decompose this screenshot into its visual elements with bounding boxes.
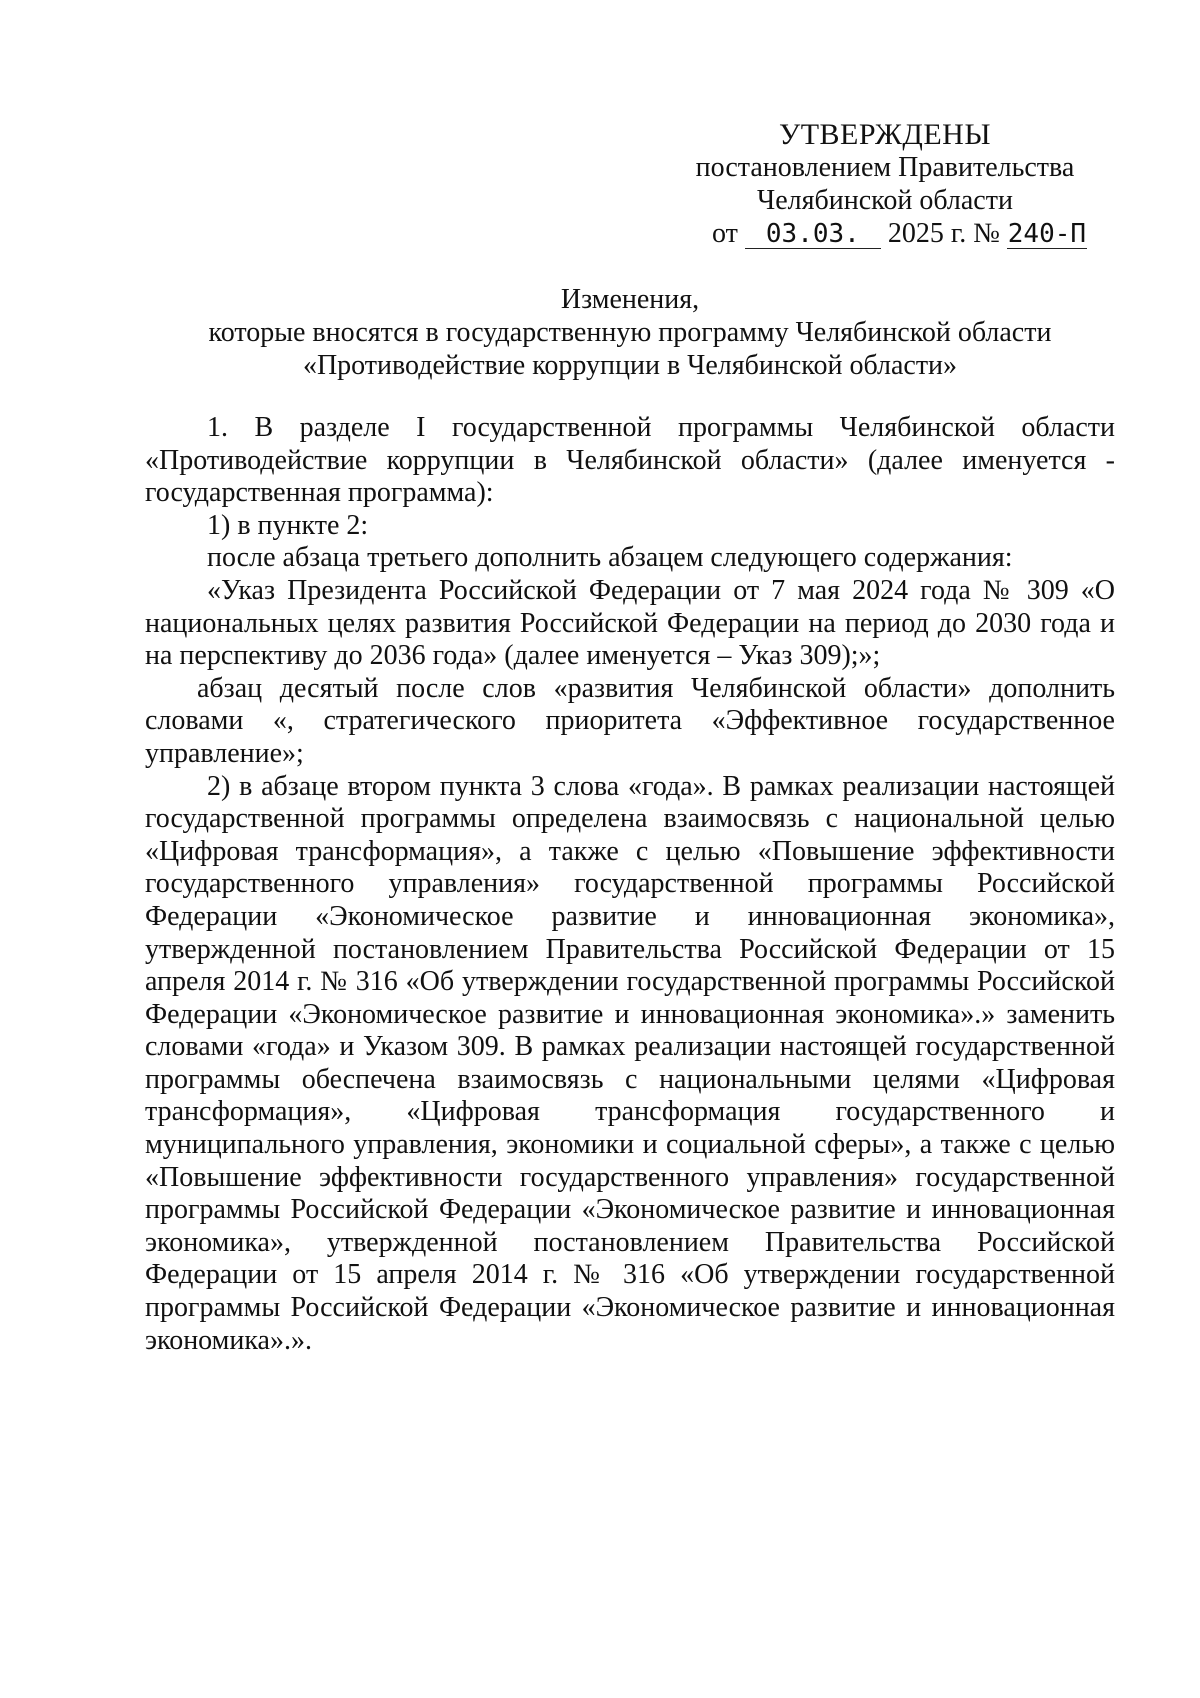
approval-title: УТВЕРЖДЕНЫ <box>778 118 992 151</box>
number-field: 240-П <box>1007 219 1087 249</box>
paragraph-5: абзац десятый после слов «развития Челябинской области» дополнить словами «, стратегического приоритета «Эффективное государственное управление»; <box>145 672 1115 769</box>
heading-line-2: которые вносятся в государственную программу Челябинской области <box>208 317 1052 348</box>
approval-line-1: постановлением Правительства <box>695 152 1075 183</box>
date-field: 03.03. <box>745 220 881 249</box>
year-text: 2025 г. № <box>887 218 1000 249</box>
paragraph-2: 1) в пункте 2: <box>207 509 369 541</box>
paragraph-4: «Указ Президента Российской Федерации от 7 мая 2024 года № 309 «О национальных целях развития Российской Федерации на период до 2030 года и на перспективу до 2036 года» (далее именуется – Указ 309);»; <box>145 574 1115 672</box>
document-body <box>145 412 1115 1357</box>
heading-line-1: Изменения, <box>560 284 700 315</box>
approval-date-line <box>650 217 1120 250</box>
approval-line-2: Челябинской области <box>757 185 1013 216</box>
paragraph-1: 1. В разделе I государственной программы Челябинской области «Противодействие коррупции в Челябинской области» (далее именуется - государственная программа): <box>145 412 1115 509</box>
heading-line-3: «Противодействие коррупции в Челябинской области» <box>302 350 958 381</box>
paragraph-6: 2) в абзаце втором пункта 3 слова «года». В рамках реализации настоящей государственной программы определена взаимосвязь с национальной целью «Цифровая трансформация», а также с целью «Повышение эффективности государственного управления» государственной программы Российской Федерации «Экономическое развитие и инновационная экономика», утвержденной постановлением Правительства Российской Федерации от 15 апреля 2014 г. № 316 «Об утверждении государственной программы Российской Федерации «Экономическое развитие и инновационная экономика».» заменить словами «года» и Указом 309. В рамках реализации настоящей государственной программы обеспечена взаимосвязь с национальными целями «Цифровая трансформация», «Цифровая трансформация государственного и муниципального управления, экономики и социальной сферы», а также с целью «Повышение эффективности государственного управления» государственной программы Российской Федерации «Экономическое развитие и инновационная экономика», утвержденной постановлением Правительства Российской Федерации от 15 апреля 2014 г. № 316 «Об утверждении государственной программы Российской Федерации «Экономическое развитие и инновационная экономика».». <box>145 770 1115 1356</box>
document-heading <box>145 283 1115 382</box>
approval-stamp <box>650 118 1120 250</box>
paragraph-3: после абзаца третьего дополнить абзацем следующего содержания: <box>207 542 1013 574</box>
date-prefix: от <box>712 218 738 249</box>
